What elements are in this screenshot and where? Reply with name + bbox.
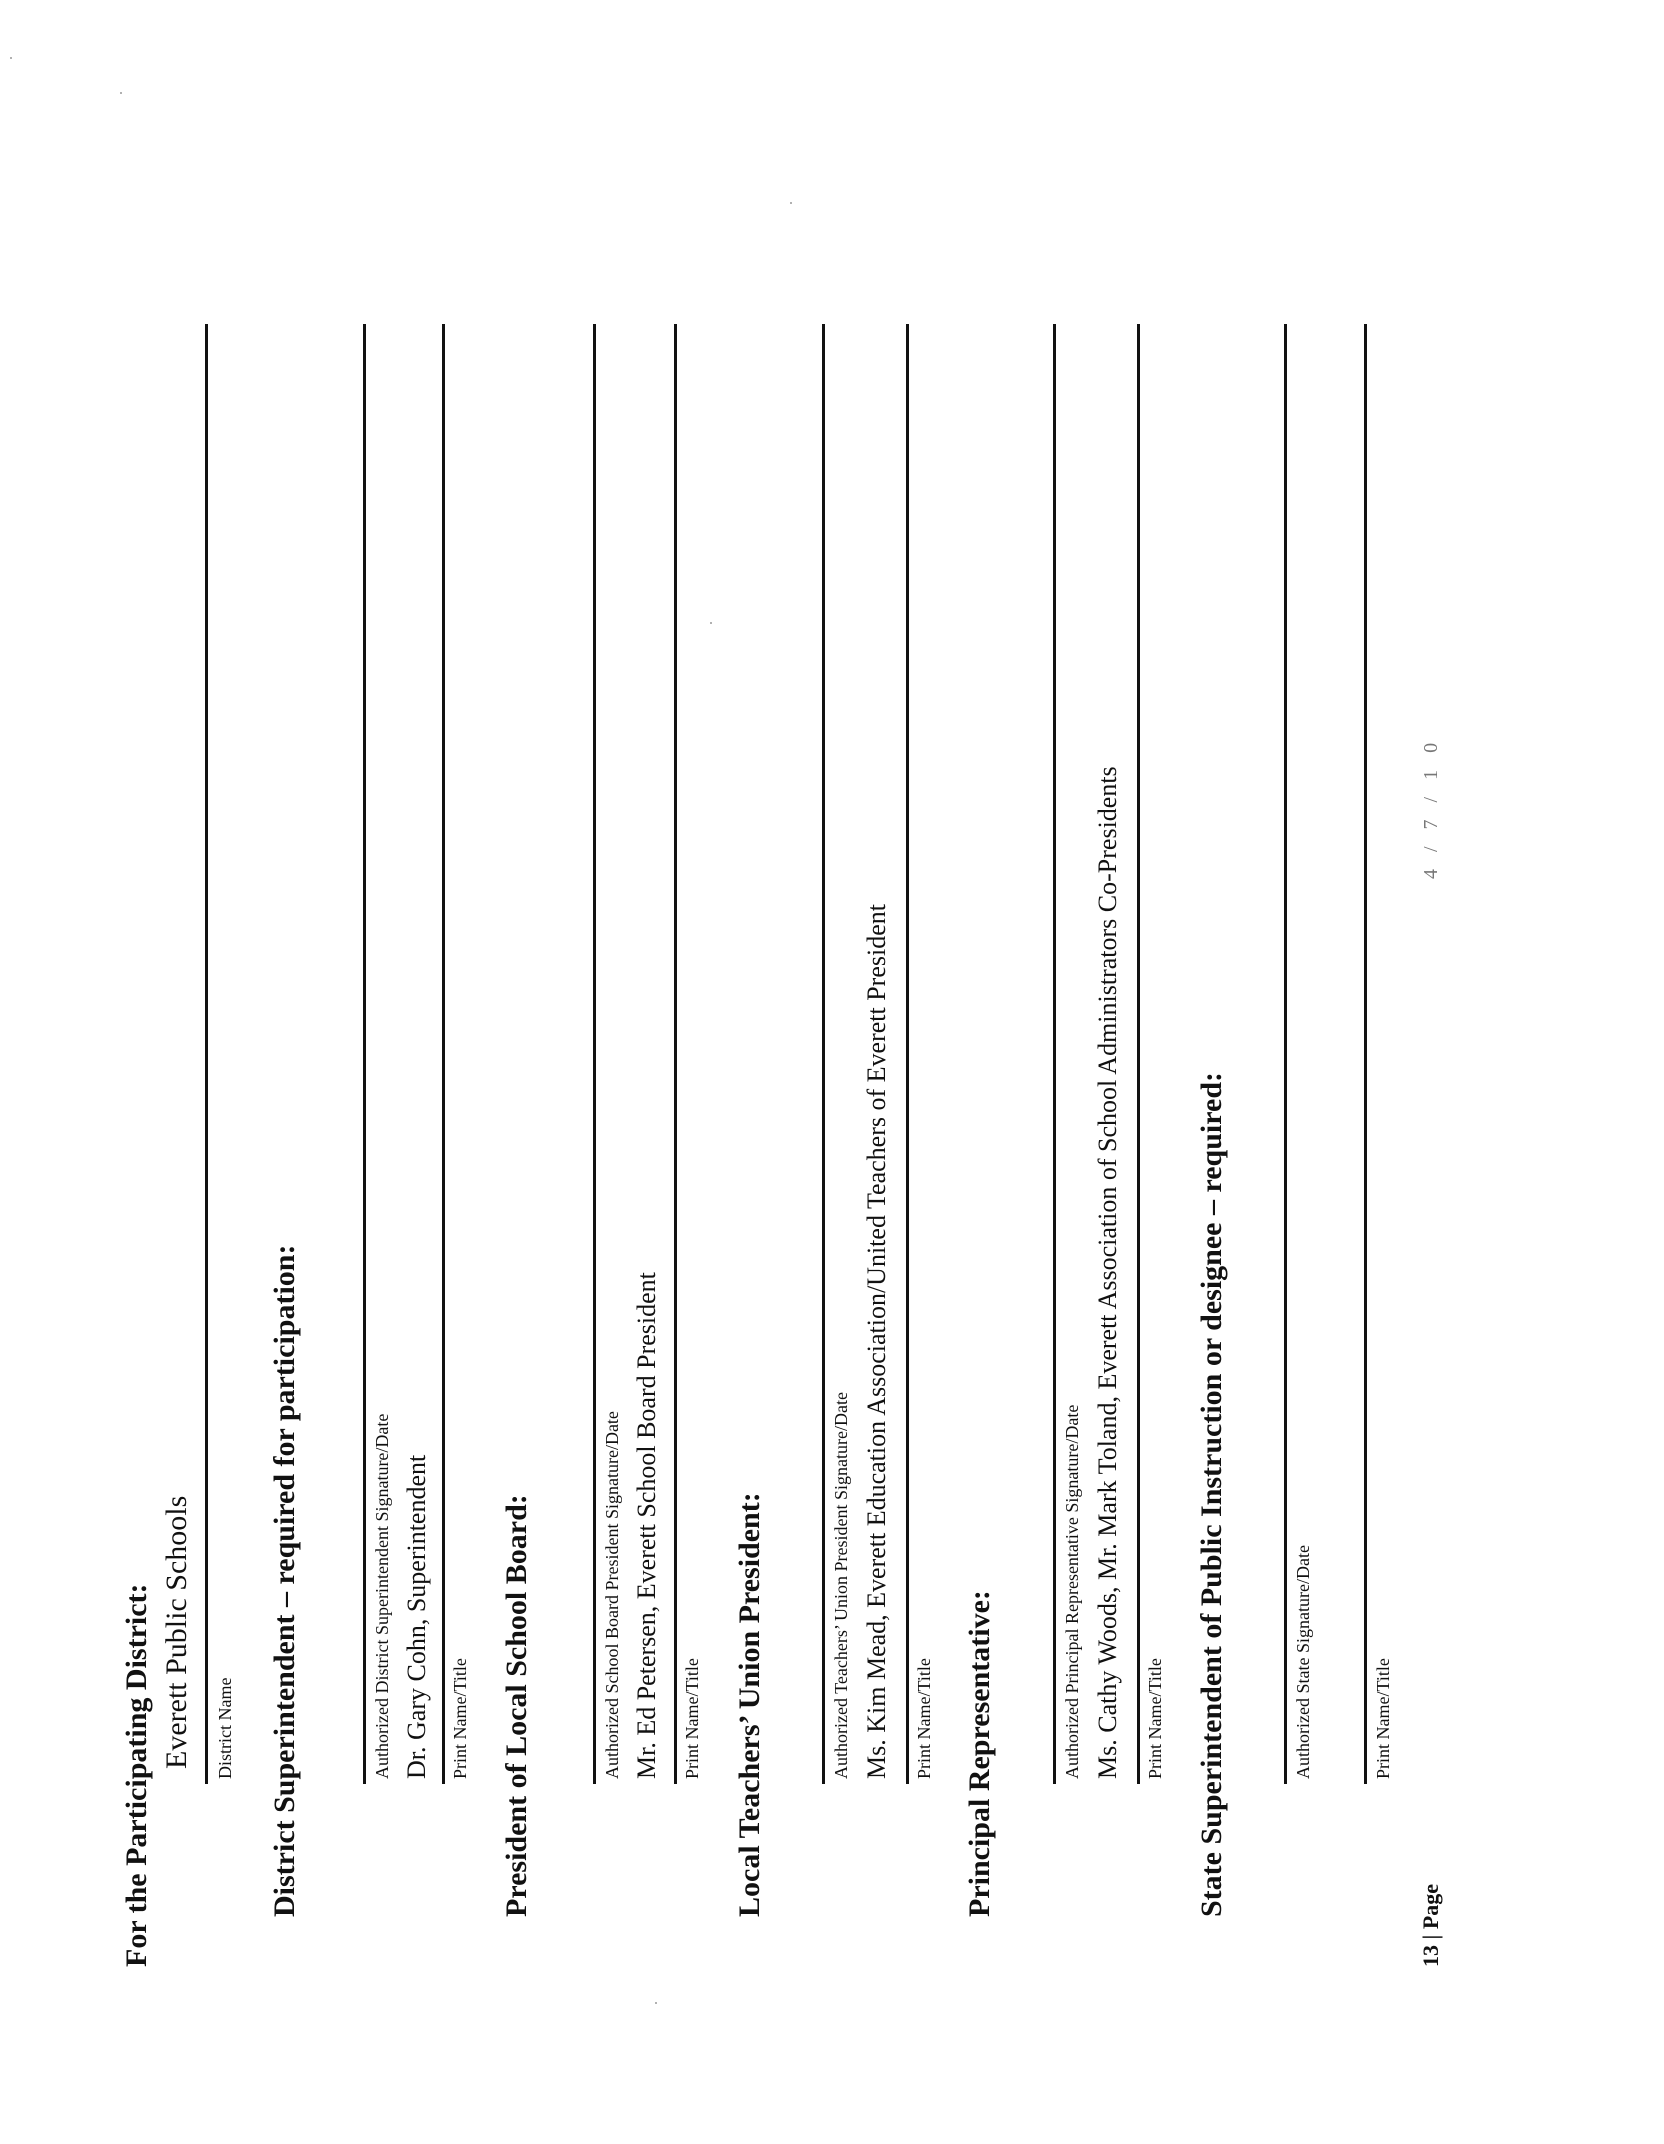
state-heading: State Superintendent of Public Instruction or designee – required: [1195,1071,1228,1917]
superintendent-signature-line [363,324,366,1784]
superintendent-heading: District Superintendent – required for participation: [268,1244,301,1917]
date-stamp: 4 / 7 / 1 0 [1420,736,1442,879]
school-board-signature-label: Authorized School Board President Signature/Date [602,1411,622,1779]
teachers-union-signature-line [822,324,825,1784]
principal-print-name-line [1137,324,1140,1784]
scan-speck [10,57,12,59]
scan-speck [655,2002,657,2004]
superintendent-signature-label: Authorized District Superintendent Signature/Date [372,1413,392,1779]
superintendent-print-name-value: Dr. Gary Cohn, Superintendent [402,1454,431,1779]
teachers-union-print-name-label: Print Name/Title [914,1658,934,1779]
principal-print-name-value: Ms. Cathy Woods, Mr. Mark Toland, Everett Association of School Administrators Co-Presidents [1093,766,1122,1779]
scan-speck [790,202,792,204]
district-name-line [205,324,208,1784]
school-board-signature-line [593,324,596,1784]
teachers-union-signature-label: Authorized Teachers’ Union President Signature/Date [831,1392,851,1779]
principal-heading: Principal Representative: [963,1590,996,1917]
school-board-print-name-label: Print Name/Title [682,1658,702,1779]
district-name-label: District Name [215,1677,235,1779]
state-print-name-line [1364,324,1367,1784]
state-signature-label: Authorized State Signature/Date [1293,1545,1313,1779]
school-board-print-name-line [674,324,677,1784]
state-print-name-label: Print Name/Title [1373,1658,1393,1779]
state-signature-line [1284,324,1287,1784]
principal-print-name-label: Print Name/Title [1145,1658,1165,1779]
scan-speck [710,622,712,624]
teachers-union-print-name-value: Ms. Kim Mead, Everett Education Association/United Teachers of Everett President [862,904,891,1779]
principal-signature-line [1053,324,1056,1784]
principal-signature-label: Authorized Principal Representative Signature/Date [1062,1404,1082,1779]
participating-district-heading: For the Participating District: [120,1583,153,1967]
page-number: 13 | Page [1418,1883,1443,1967]
superintendent-print-name-line [442,324,445,1784]
school-board-heading: President of Local School Board: [500,1494,533,1917]
scan-speck [120,92,122,94]
teachers-union-print-name-line [906,324,909,1784]
teachers-union-heading: Local Teachers’ Union President: [733,1492,766,1917]
district-name-value: Everett Public Schools [160,1495,193,1769]
superintendent-print-name-label: Print Name/Title [450,1658,470,1779]
school-board-print-name-value: Mr. Ed Petersen, Everett School Board President [632,1272,661,1779]
